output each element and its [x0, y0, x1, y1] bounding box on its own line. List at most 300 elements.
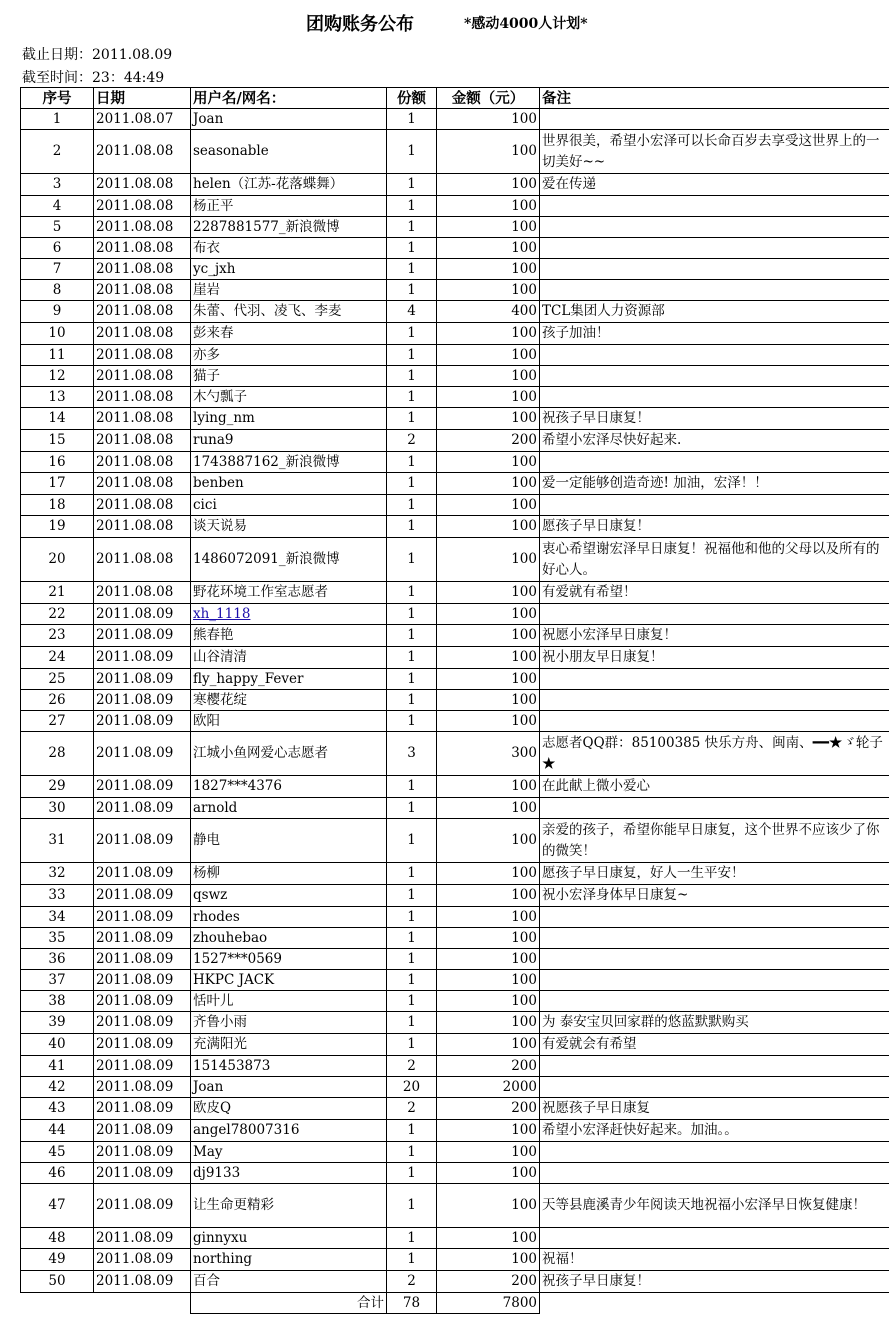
row-no: 16: [21, 452, 94, 473]
table-row: [21, 217, 889, 238]
row-no: 49: [21, 1249, 94, 1271]
row-date: 2011.08.08: [94, 387, 191, 408]
row-amount: 100: [437, 174, 540, 196]
table-row: [21, 301, 889, 323]
row-note: 希望小宏泽赶快好起来。加油。。: [540, 1120, 889, 1142]
row-user: lying_nm: [191, 408, 387, 430]
row-no: 39: [21, 1012, 94, 1034]
row-share: 20: [387, 1077, 437, 1098]
row-user: 崖岩: [191, 280, 387, 301]
row-note: 世界很美，希望小宏泽可以长命百岁去享受这世界上的一切美好~~: [540, 130, 889, 174]
row-share: 1: [387, 711, 437, 732]
row-user: 杨柳: [191, 863, 387, 885]
row-share: 1: [387, 473, 437, 495]
row-share: 1: [387, 1228, 437, 1249]
row-amount: 100: [437, 625, 540, 647]
row-date: 2011.08.09: [94, 1034, 191, 1056]
row-date: 2011.08.07: [94, 109, 191, 130]
row-no: 11: [21, 345, 94, 366]
row-note: [540, 109, 889, 130]
table-row: [21, 1120, 889, 1142]
table-row: [21, 280, 889, 301]
row-user: runa9: [191, 430, 387, 452]
row-no: 9: [21, 301, 94, 323]
column-header-share: 份额: [387, 88, 437, 109]
row-user: May: [191, 1142, 387, 1163]
row-no: 8: [21, 280, 94, 301]
row-date: 2011.08.09: [94, 991, 191, 1012]
row-share: 2: [387, 1056, 437, 1077]
row-user: 充满阳光: [191, 1034, 387, 1056]
table-row: [21, 1142, 889, 1163]
row-user: Joan: [191, 1077, 387, 1098]
row-date: 2011.08.09: [94, 819, 191, 863]
row-note: 祝小宏泽身体早日康复~: [540, 885, 889, 907]
row-date: 2011.08.09: [94, 625, 191, 647]
row-amount: 100: [437, 323, 540, 345]
table-row: [21, 647, 889, 669]
row-user: 彭来春: [191, 323, 387, 345]
row-note: [540, 669, 889, 690]
row-amount: 100: [437, 473, 540, 495]
row-note: 祝小朋友早日康复！: [540, 647, 889, 669]
row-date: 2011.08.08: [94, 280, 191, 301]
row-no: 22: [21, 604, 94, 625]
column-header-note: 备注: [540, 88, 889, 109]
table-row: [21, 1056, 889, 1077]
row-note: [540, 1077, 889, 1098]
row-no: 10: [21, 323, 94, 345]
user-link[interactable]: xh_1118: [193, 605, 251, 622]
row-note: 有爱就有希望！: [540, 582, 889, 604]
row-amount: 100: [437, 387, 540, 408]
row-user: 欧阳: [191, 711, 387, 732]
row-share: 1: [387, 625, 437, 647]
row-share: 1: [387, 280, 437, 301]
row-amount: 100: [437, 1120, 540, 1142]
row-date: 2011.08.09: [94, 669, 191, 690]
row-share: 1: [387, 1184, 437, 1228]
page-title: 团购账务公布: [306, 14, 414, 35]
table-row: [21, 885, 889, 907]
row-share: 1: [387, 217, 437, 238]
row-amount: 100: [437, 711, 540, 732]
row-date: 2011.08.09: [94, 1098, 191, 1120]
row-note: 希望小宏泽尽快好起来.: [540, 430, 889, 452]
row-no: 18: [21, 495, 94, 516]
row-share: 1: [387, 1249, 437, 1271]
row-date: 2011.08.09: [94, 711, 191, 732]
row-share: 2: [387, 430, 437, 452]
table-row: [21, 798, 889, 819]
row-amount: 100: [437, 604, 540, 625]
row-share: 1: [387, 174, 437, 196]
row-date: 2011.08.08: [94, 238, 191, 259]
row-date: 2011.08.09: [94, 604, 191, 625]
row-user: cici: [191, 495, 387, 516]
row-no: 43: [21, 1098, 94, 1120]
row-amount: 100: [437, 1142, 540, 1163]
table-row: [21, 863, 889, 885]
row-note: [540, 280, 889, 301]
row-amount: 100: [437, 217, 540, 238]
row-no: 37: [21, 970, 94, 991]
row-user: 熊春艳: [191, 625, 387, 647]
row-share: 1: [387, 345, 437, 366]
row-note: [540, 495, 889, 516]
row-note: [540, 907, 889, 928]
table-row: [21, 1249, 889, 1271]
row-user: 山谷清清: [191, 647, 387, 669]
table-row: [21, 430, 889, 452]
row-amount: 100: [437, 863, 540, 885]
row-user: 木勺瓢子: [191, 387, 387, 408]
row-user: 布衣: [191, 238, 387, 259]
row-amount: 100: [437, 495, 540, 516]
row-no: 35: [21, 928, 94, 949]
row-note: [540, 1056, 889, 1077]
row-note: 爱一定能够创造奇迹! 加油，宏泽！！: [540, 473, 889, 495]
row-date: 2011.08.08: [94, 130, 191, 174]
row-date: 2011.08.08: [94, 323, 191, 345]
row-amount: 100: [437, 1228, 540, 1249]
row-share: 1: [387, 259, 437, 280]
row-amount: 100: [437, 109, 540, 130]
row-no: 29: [21, 776, 94, 798]
row-amount: 100: [437, 130, 540, 174]
row-no: 23: [21, 625, 94, 647]
table-row: [21, 776, 889, 798]
row-note: [540, 387, 889, 408]
row-user: HKPC JACK: [191, 970, 387, 991]
row-user: 齐鲁小雨: [191, 1012, 387, 1034]
row-date: 2011.08.09: [94, 647, 191, 669]
row-share: 1: [387, 366, 437, 387]
row-user: 1827***4376: [191, 776, 387, 798]
table-row: [21, 1228, 889, 1249]
row-amount: 100: [437, 798, 540, 819]
column-header-amount: 金额（元）: [437, 88, 540, 109]
total-row: [21, 1293, 889, 1314]
row-user: rhodes: [191, 907, 387, 928]
row-user: 2287881577_新浪微博: [191, 217, 387, 238]
table-row: [21, 690, 889, 711]
row-note: [540, 1163, 889, 1184]
row-no: 21: [21, 582, 94, 604]
row-no: 45: [21, 1142, 94, 1163]
row-note: [540, 238, 889, 259]
row-amount: 100: [437, 970, 540, 991]
row-note: 衷心希望谢宏泽早日康复！祝福他和他的父母以及所有的好心人。: [540, 538, 889, 582]
row-user: 恬叶儿: [191, 991, 387, 1012]
row-share: 1: [387, 582, 437, 604]
row-date: 2011.08.09: [94, 928, 191, 949]
row-no: 13: [21, 387, 94, 408]
row-amount: 100: [437, 885, 540, 907]
row-user: northing: [191, 1249, 387, 1271]
table-row: [21, 1012, 889, 1034]
row-no: 20: [21, 538, 94, 582]
row-no: 25: [21, 669, 94, 690]
row-date: 2011.08.08: [94, 473, 191, 495]
table-row: [21, 238, 889, 259]
row-note: [540, 928, 889, 949]
row-user: 猫子: [191, 366, 387, 387]
total-blank: [94, 1293, 191, 1314]
row-amount: 100: [437, 690, 540, 711]
column-header-date: 日期: [94, 88, 191, 109]
row-share: 1: [387, 1120, 437, 1142]
row-note: [540, 1142, 889, 1163]
row-share: 2: [387, 1098, 437, 1120]
row-user: 1486072091_新浪微博: [191, 538, 387, 582]
table-row: [21, 1271, 889, 1293]
table-row: [21, 711, 889, 732]
row-amount: 100: [437, 196, 540, 217]
row-date: 2011.08.08: [94, 345, 191, 366]
row-user: 野花环境工作室志愿者: [191, 582, 387, 604]
row-share: 1: [387, 516, 437, 538]
row-date: 2011.08.09: [94, 776, 191, 798]
row-amount: 100: [437, 238, 540, 259]
row-date: 2011.08.09: [94, 1271, 191, 1293]
row-user: ginnyxu: [191, 1228, 387, 1249]
row-share: 1: [387, 1163, 437, 1184]
row-no: 7: [21, 259, 94, 280]
table-header-row: [21, 88, 889, 109]
row-no: 41: [21, 1056, 94, 1077]
row-share: 1: [387, 604, 437, 625]
row-amount: 100: [437, 991, 540, 1012]
row-user: yc_jxh: [191, 259, 387, 280]
row-amount: 100: [437, 259, 540, 280]
table-row: [21, 259, 889, 280]
row-user: 寒樱花绽: [191, 690, 387, 711]
row-amount: 400: [437, 301, 540, 323]
row-date: 2011.08.09: [94, 1120, 191, 1142]
table-row: [21, 991, 889, 1012]
title-row: [0, 10, 889, 36]
row-share: 1: [387, 949, 437, 970]
row-user: dj9133: [191, 1163, 387, 1184]
row-date: 2011.08.08: [94, 196, 191, 217]
row-no: 2: [21, 130, 94, 174]
total-amount: 7800: [437, 1293, 540, 1314]
row-note: 为 泰安宝贝回家群的悠蓝默默购买: [540, 1012, 889, 1034]
row-note: [540, 452, 889, 473]
row-share: 1: [387, 387, 437, 408]
table-row: [21, 625, 889, 647]
row-no: 28: [21, 732, 94, 776]
row-amount: 300: [437, 732, 540, 776]
row-share: 1: [387, 452, 437, 473]
row-no: 38: [21, 991, 94, 1012]
row-note: 志愿者QQ群：85100385 快乐方舟、闽南、━━★ゞ轮子★: [540, 732, 889, 776]
row-user: 杨正平: [191, 196, 387, 217]
row-user: arnold: [191, 798, 387, 819]
row-note: [540, 366, 889, 387]
row-amount: 100: [437, 949, 540, 970]
row-no: 34: [21, 907, 94, 928]
row-share: 1: [387, 408, 437, 430]
row-share: 1: [387, 970, 437, 991]
row-no: 31: [21, 819, 94, 863]
row-date: 2011.08.08: [94, 301, 191, 323]
row-share: 1: [387, 238, 437, 259]
table-row: [21, 387, 889, 408]
row-date: 2011.08.09: [94, 690, 191, 711]
table-row: [21, 1098, 889, 1120]
table-row: [21, 109, 889, 130]
row-note: [540, 196, 889, 217]
row-amount: 100: [437, 819, 540, 863]
total-blank: [21, 1293, 94, 1314]
row-no: 30: [21, 798, 94, 819]
row-user: benben: [191, 473, 387, 495]
row-note: 爱在传递: [540, 174, 889, 196]
row-note: [540, 1228, 889, 1249]
row-note: [540, 345, 889, 366]
row-no: 46: [21, 1163, 94, 1184]
row-share: 1: [387, 495, 437, 516]
row-user: 静电: [191, 819, 387, 863]
row-no: 33: [21, 885, 94, 907]
row-share: 1: [387, 538, 437, 582]
row-date: 2011.08.08: [94, 217, 191, 238]
row-amount: 100: [437, 408, 540, 430]
row-share: 1: [387, 1012, 437, 1034]
deadline-time: 截至时间：23：44:49: [22, 70, 165, 86]
row-share: 1: [387, 885, 437, 907]
row-user: 151453873: [191, 1056, 387, 1077]
row-date: 2011.08.09: [94, 1077, 191, 1098]
row-user: zhouhebao: [191, 928, 387, 949]
row-amount: 100: [437, 366, 540, 387]
row-date: 2011.08.08: [94, 516, 191, 538]
row-user: Joan: [191, 109, 387, 130]
column-header-no: 序号: [21, 88, 94, 109]
total-label: 合计: [191, 1293, 387, 1314]
row-date: 2011.08.09: [94, 732, 191, 776]
row-user: 欧皮Q: [191, 1098, 387, 1120]
row-user: 江城小鱼网爱心志愿者: [191, 732, 387, 776]
row-note: 愿孩子早日康复！: [540, 516, 889, 538]
row-no: 19: [21, 516, 94, 538]
row-amount: 100: [437, 1012, 540, 1034]
row-amount: 100: [437, 452, 540, 473]
row-note: 祝愿小宏泽早日康复！: [540, 625, 889, 647]
row-date: 2011.08.09: [94, 907, 191, 928]
row-no: 50: [21, 1271, 94, 1293]
row-date: 2011.08.08: [94, 408, 191, 430]
row-amount: 200: [437, 1271, 540, 1293]
row-no: 1: [21, 109, 94, 130]
table-row: [21, 130, 889, 174]
row-no: 40: [21, 1034, 94, 1056]
page-subtitle: *感动4000人计划*: [464, 16, 588, 32]
row-share: 1: [387, 647, 437, 669]
table-row: [21, 1163, 889, 1184]
table-row: [21, 495, 889, 516]
row-note: [540, 991, 889, 1012]
row-share: 1: [387, 798, 437, 819]
row-share: 1: [387, 690, 437, 711]
row-note: [540, 604, 889, 625]
table-row: [21, 366, 889, 387]
row-note: 在此献上微小爱心: [540, 776, 889, 798]
row-amount: 100: [437, 516, 540, 538]
row-amount: 100: [437, 1034, 540, 1056]
row-note: [540, 690, 889, 711]
table-row: [21, 516, 889, 538]
row-note: 孩子加油！: [540, 323, 889, 345]
row-amount: 100: [437, 907, 540, 928]
table-row: [21, 174, 889, 196]
row-user: 让生命更精彩: [191, 1184, 387, 1228]
row-note: 祝孩子早日康复！: [540, 408, 889, 430]
row-date: 2011.08.09: [94, 798, 191, 819]
row-share: 1: [387, 1034, 437, 1056]
row-share: 3: [387, 732, 437, 776]
row-date: 2011.08.08: [94, 259, 191, 280]
row-amount: 100: [437, 928, 540, 949]
row-date: 2011.08.09: [94, 1012, 191, 1034]
row-no: 14: [21, 408, 94, 430]
row-date: 2011.08.08: [94, 538, 191, 582]
row-no: 3: [21, 174, 94, 196]
row-share: 1: [387, 776, 437, 798]
row-date: 2011.08.09: [94, 863, 191, 885]
row-share: 1: [387, 863, 437, 885]
row-amount: 100: [437, 582, 540, 604]
row-date: 2011.08.09: [94, 1184, 191, 1228]
row-amount: 100: [437, 776, 540, 798]
row-amount: 100: [437, 1163, 540, 1184]
row-note: [540, 259, 889, 280]
table-row: [21, 970, 889, 991]
row-note: 亲爱的孩子，希望你能早日康复，这个世界不应该少了你的微笑！: [540, 819, 889, 863]
table-row: [21, 928, 889, 949]
table-row: [21, 604, 889, 625]
row-note: 祝孩子早日康复！: [540, 1271, 889, 1293]
row-user: seasonable: [191, 130, 387, 174]
row-note: [540, 970, 889, 991]
row-note: 天等县鹿溪青少年阅读天地祝福小宏泽早日恢复健康！: [540, 1184, 889, 1228]
row-note: 祝愿孩子早日康复: [540, 1098, 889, 1120]
row-user: qswz: [191, 885, 387, 907]
row-amount: 100: [437, 538, 540, 582]
row-user: 百合: [191, 1271, 387, 1293]
row-user: [191, 604, 387, 625]
row-user: 谈天说易: [191, 516, 387, 538]
table-row: [21, 819, 889, 863]
table-row: [21, 907, 889, 928]
row-share: 1: [387, 669, 437, 690]
row-date: 2011.08.08: [94, 366, 191, 387]
row-user: 朱蕾、代羽、凌飞、李麦: [191, 301, 387, 323]
table-row: [21, 669, 889, 690]
total-blank: [540, 1293, 889, 1314]
row-date: 2011.08.09: [94, 885, 191, 907]
row-date: 2011.08.09: [94, 1142, 191, 1163]
row-no: 48: [21, 1228, 94, 1249]
row-note: [540, 711, 889, 732]
row-note: TCL集团人力资源部: [540, 301, 889, 323]
table-row: [21, 452, 889, 473]
row-no: 15: [21, 430, 94, 452]
table-row: [21, 732, 889, 776]
row-date: 2011.08.08: [94, 174, 191, 196]
